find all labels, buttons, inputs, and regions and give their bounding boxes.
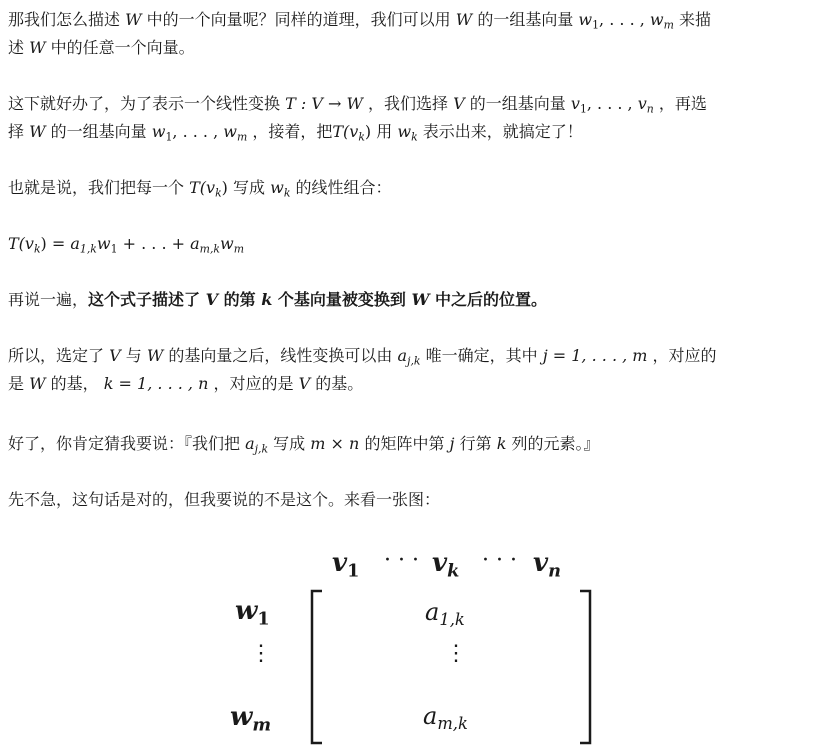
paragraph-6: 好了，你肯定猜我要说：『我们把 $a_{j,k}$ 写成 m × n 的矩阵中第 j 行第 k 列的元素。』	[8, 434, 600, 456]
paragraph-2-line-1: 这下就好办了，为了表示一个线性变换 T : V → W ，我们选择 V 的一组基向量 $v_1$, . . . , $v_n$ ，再选	[8, 94, 707, 116]
column-header-vn: $v_n$	[533, 548, 561, 582]
paragraph-3: 也就是说，我们把每一个 $T(v_k)$ 写成 $w_k$ 的线性组合：	[8, 178, 392, 200]
column-header-v1: $v_1$	[332, 548, 360, 582]
paragraph-5-line-1: 所以，选定了 V 与 W 的基向量之后，线性变换可以由 $a_{j,k}$ 唯一确定，其中 j = 1, . . . , m ，对应的	[8, 346, 717, 368]
entry-amk: $a_{m,k}$	[423, 702, 468, 733]
column-dots-1: · · ·	[384, 548, 419, 573]
paragraph-5-line-2: 是 W 的基， k = 1, . . . , n ，对应的是 V 的基。	[8, 374, 364, 393]
paragraph-7: 先不急，这句话是对的，但我要说的不是这个。来看一张图：	[8, 490, 441, 509]
left-bracket	[312, 591, 322, 743]
right-bracket	[580, 591, 590, 743]
entry-vdots: ⋮	[445, 641, 467, 666]
row-vdots: ⋮	[250, 641, 272, 666]
paragraph-4: 再说一遍，这个式子描述了 V 的第 k 个基向量被变换到 W 中之后的位置。	[8, 290, 548, 309]
entry-a1k: $a_{1,k}$	[425, 598, 465, 629]
paragraph-1-line-2: 述 W 中的任意一个向量。	[8, 38, 195, 57]
row-header-w1: $w_1$	[235, 596, 270, 630]
paragraph-2-line-2: 择 W 的一组基向量 $w_1$, . . . , $w_m$ ，接着，把$T(v_k)$ 用 $w_k$ 表示出来，就搞定了！	[8, 122, 583, 144]
column-header-vk: $v_k$	[432, 548, 460, 582]
equation: $T(v_k) = a_{1,k}w_1$ + . . . + $a_{m,k}w_m$	[8, 234, 245, 256]
paragraph-1-line-1: 那我们怎么描述 W 中的一个向量呢？同样的道理，我们可以用 W 的一组基向量 $w_1$, . . . , $w_m$ 来描	[8, 10, 712, 32]
row-header-wm: $w_m$	[230, 702, 272, 736]
column-dots-2: · · ·	[482, 548, 517, 573]
